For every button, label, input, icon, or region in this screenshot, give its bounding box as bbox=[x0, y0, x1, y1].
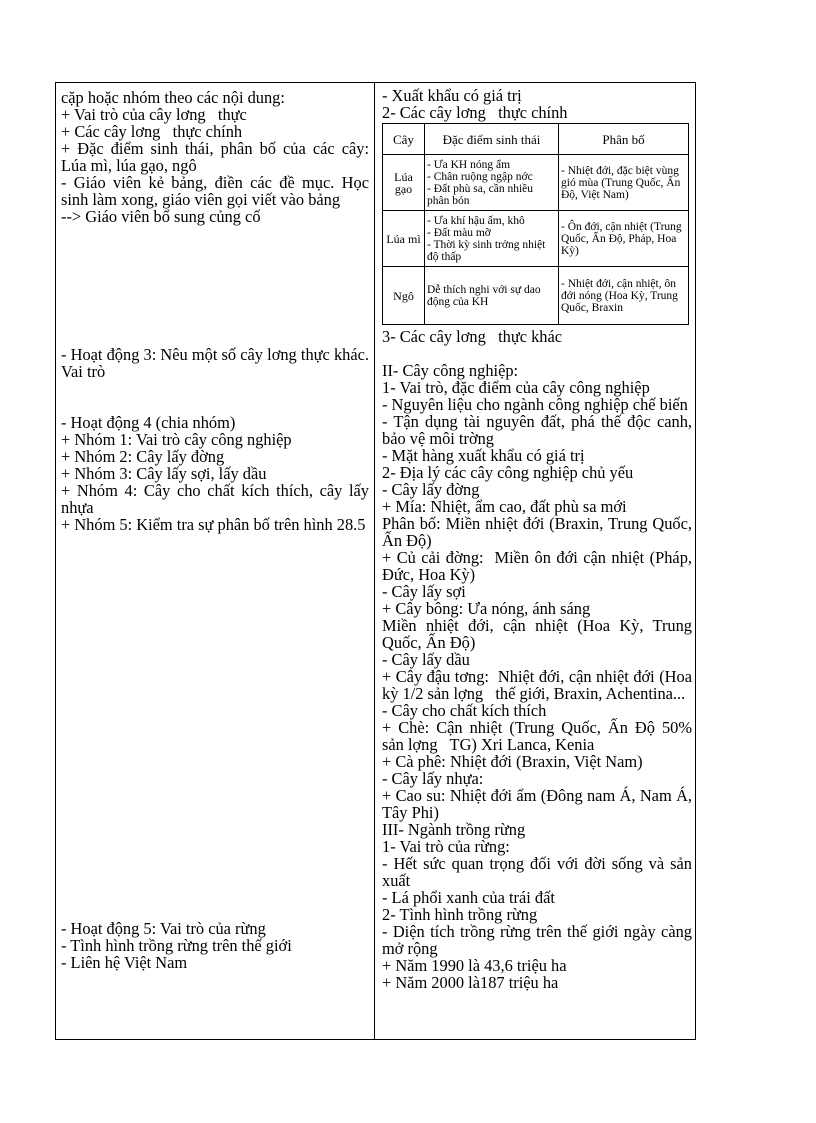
table-row bbox=[383, 211, 689, 267]
crop-traits bbox=[425, 211, 559, 267]
text-line: + Mía: Nhiệt, ẩm cao, đất phù sa mới bbox=[382, 497, 627, 516]
trait-line: - Đất phù sa, cần nhiều phân bón bbox=[427, 182, 534, 207]
text-line: + Nhóm 3: Cây lấy sợi, lấy dầu bbox=[61, 464, 267, 483]
section-heading: 2- Các cây lơng thực chính bbox=[382, 103, 568, 122]
text-line: - Hoạt động 5: Vai trò của rừng bbox=[61, 919, 266, 938]
text-line: - Cây lấy đờng bbox=[382, 480, 480, 499]
crop-traits bbox=[425, 155, 559, 211]
text-line: - Cây cho chất kích thích bbox=[382, 701, 547, 720]
text-line: + Cà phê: Nhiệt đới (Braxin, Việt Nam) bbox=[382, 752, 643, 771]
activity-3-block bbox=[61, 345, 373, 381]
text-line: + Năm 2000 là187 triệu ha bbox=[382, 973, 559, 992]
lesson-table bbox=[55, 82, 696, 1040]
text-line: - Xuất khẩu có giá trị bbox=[382, 86, 522, 105]
trait-line: - Ưa KH nóng ẩm bbox=[427, 158, 511, 171]
column-divider bbox=[374, 83, 375, 1039]
text-line: + Nhóm 1: Vai trò cây công nghiệp bbox=[61, 430, 292, 449]
blank-line bbox=[382, 345, 692, 362]
text-line: + Đặc điểm sinh thái, phân bố của các cây: Lúa mì, lúa gạo, ngô bbox=[61, 139, 374, 175]
text-line: + Cao su: Nhiệt đới ẩm (Đông nam Á, Nam Á, Tây Phi) bbox=[382, 786, 696, 822]
table-row bbox=[383, 155, 689, 211]
text-line: + Vai trò của cây lơng thực bbox=[61, 105, 247, 124]
text-line: - Tình hình trồng rừng trên thế giới bbox=[61, 936, 292, 955]
crop-traits bbox=[425, 267, 559, 325]
intro-block bbox=[61, 88, 374, 226]
food-crops-table bbox=[382, 123, 689, 325]
trait-line: Dễ thích nghi với sự dao động của KH bbox=[427, 283, 541, 308]
text-line: - Lá phổi xanh của trái đất bbox=[382, 888, 555, 907]
crop-name: Lúa mì bbox=[383, 211, 425, 267]
text-line: Miền nhiệt đới, cận nhiệt (Hoa Kỳ, Trung Quốc, Ấn Độ) bbox=[382, 616, 697, 652]
text-line: - Cây lấy dầu bbox=[382, 650, 470, 669]
text-line: 1- Vai trò của rừng: bbox=[382, 837, 510, 856]
activity-4-block bbox=[61, 413, 374, 534]
text-line: - Cây lấy sợi bbox=[382, 582, 466, 601]
lesson-body bbox=[382, 327, 697, 992]
header-cell: Cây bbox=[383, 124, 425, 155]
text-line: - Diện tích trồng rừng trên thế giới ngày càng mở rộng bbox=[382, 922, 697, 958]
text-line: - Nguyên liệu cho ngành công nghiệp chế biến bbox=[382, 395, 688, 414]
text-line: 1- Vai trò, đặc điểm của cây công nghiệp bbox=[382, 378, 650, 397]
header-cell: Đặc điểm sinh thái bbox=[425, 124, 559, 155]
header-cell: Phân bố bbox=[559, 124, 689, 155]
trait-line: - Chân ruộng ngập nớc bbox=[427, 170, 533, 183]
text-line: Phân bố: Miền nhiệt đới (Braxin, Trung Quốc, Ấn Độ) bbox=[382, 514, 697, 550]
text-line: - Liên hệ Việt Nam bbox=[61, 953, 188, 972]
crop-distribution: - Nhiệt đới, cận nhiệt, ôn đới nóng (Hoa Kỳ, Trung Quốc, Braxin bbox=[559, 267, 689, 325]
text-line: - Giáo viên kẻ bảng, điền các đề mục. Học sinh làm xong, giáo viên gọi viết vào bảng bbox=[61, 173, 374, 209]
trait-line: - Đất màu mỡ bbox=[427, 226, 491, 239]
text-line: + Chè: Cận nhiệt (Trung Quốc, Ấn Độ 50% sản lợng TG) Xri Lanca, Kenia bbox=[382, 718, 697, 754]
crop-name: Lúa gạo bbox=[383, 155, 425, 211]
text-line: + Nhóm 5: Kiểm tra sự phân bố trên hình 28.5 bbox=[61, 515, 366, 534]
text-line: - Cây lấy nhựa: bbox=[382, 769, 484, 788]
text-line: - Mặt hàng xuất khẩu có giá trị bbox=[382, 446, 585, 465]
text-line: + Củ cải đờng: Miền ôn đới cận nhiệt (Pháp, Đức, Hoa Kỳ) bbox=[382, 548, 697, 584]
text-line: 2- Tình hình trồng rừng bbox=[382, 905, 538, 924]
table-row bbox=[383, 267, 689, 325]
right-column-lesson-content bbox=[382, 86, 697, 992]
text-line: - Hết sức quan trọng đối với đời sống và sản xuất bbox=[382, 854, 697, 890]
trait-line: - Ưa khí hậu ấm, khô bbox=[427, 214, 525, 227]
crop-name: Ngô bbox=[383, 267, 425, 325]
text-line: 2- Địa lý các cây công nghiệp chủ yếu bbox=[382, 463, 634, 482]
section-heading: II- Cây công nghiệp: bbox=[382, 361, 519, 380]
trait-line: - Thời kỳ sinh trởng nhiệt độ thấp bbox=[427, 238, 546, 263]
text-line: + Cây bông: Ưa nóng, ánh sáng bbox=[382, 599, 591, 618]
section-heading: III- Ngành trồng rừng bbox=[382, 820, 526, 839]
crop-distribution: - Nhiệt đới, đặc biệt vùng gió mùa (Trung Quốc, Ấn Độ, Việt Nam) bbox=[559, 155, 689, 211]
text-line: - Tận dụng tài nguyên đất, phá thế độc canh, bảo vệ môi trờng bbox=[382, 412, 697, 448]
text-line: + Năm 1990 là 43,6 triệu ha bbox=[382, 956, 567, 975]
text-line: + Các cây lơng thực chính bbox=[61, 122, 243, 141]
activity-5-block bbox=[61, 920, 369, 971]
text-line: - Hoạt động 3: Nêu một số cây lơng thực khác. Vai trò bbox=[61, 345, 373, 381]
text-line: + Nhóm 4: Cây cho chất kích thích, cây lấy nhựa bbox=[61, 481, 374, 517]
text-line: + Nhóm 2: Cây lấy đờng bbox=[61, 447, 225, 466]
table-header-row bbox=[383, 124, 689, 155]
text-line: --> Giáo viên bổ sung củng cố bbox=[61, 207, 261, 226]
text-line: cặp hoặc nhóm theo các nội dung: bbox=[61, 88, 285, 107]
text-line: + Cây đậu tơng: Nhiệt đới, cận nhiệt đới (Hoa kỳ 1/2 sản lợng thế giới, Braxin, Achentina... bbox=[382, 667, 697, 703]
section-heading: 3- Các cây lơng thực khác bbox=[382, 327, 563, 346]
text-line: - Hoạt động 4 (chia nhóm) bbox=[61, 413, 236, 432]
crop-distribution: - Ôn đới, cận nhiệt (Trung Quốc, Ấn Độ, Pháp, Hoa Kỳ) bbox=[559, 211, 689, 267]
